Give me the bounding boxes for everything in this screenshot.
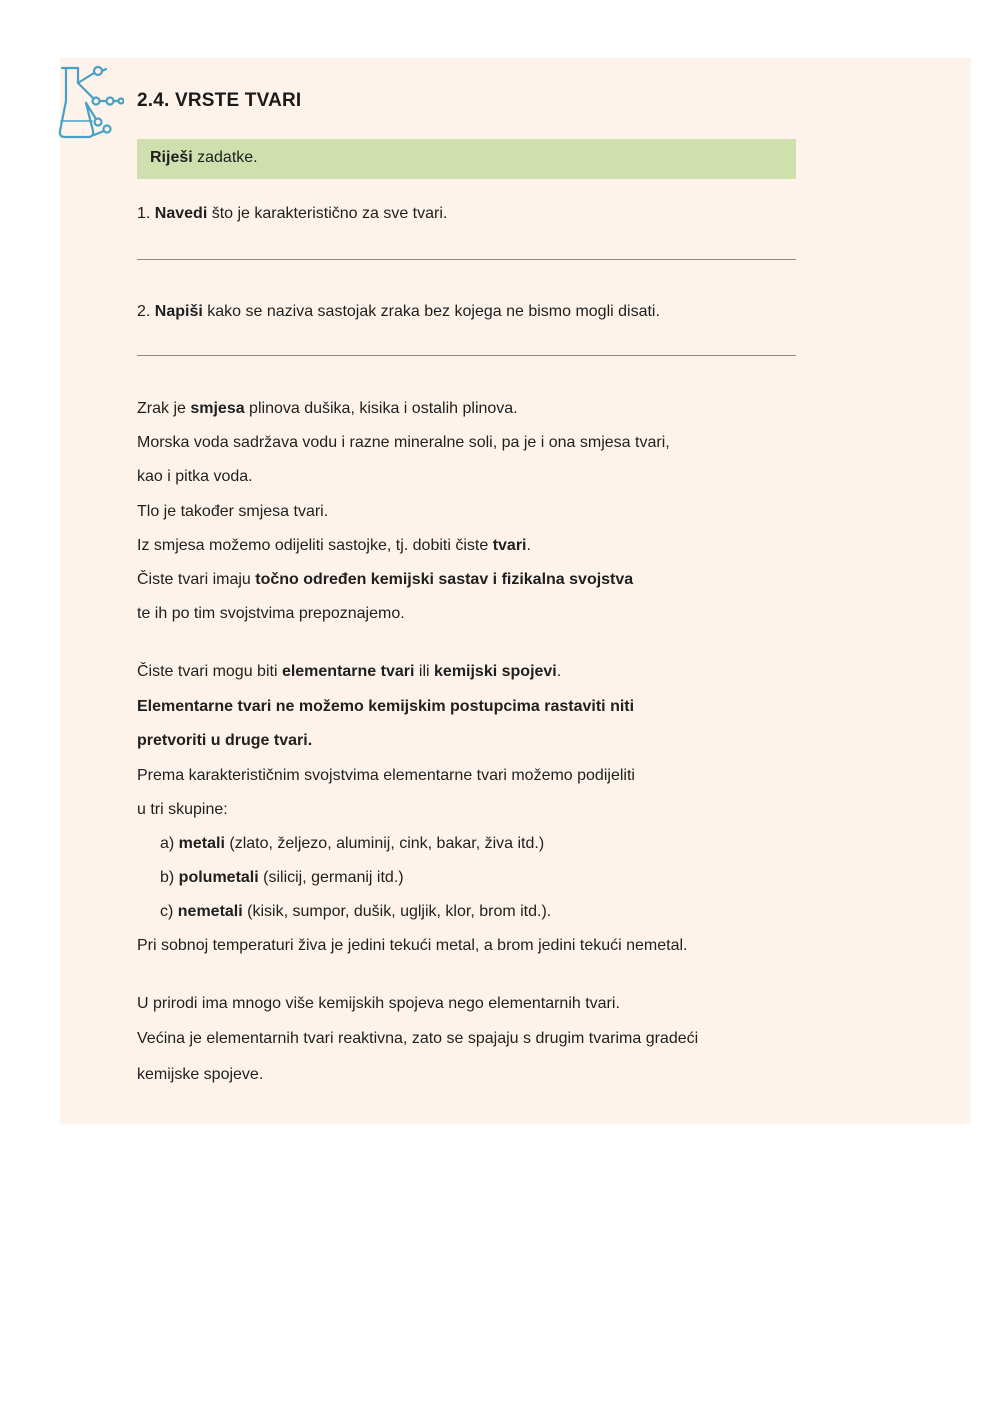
text-line: te ih po tim svojstvima prepoznajemo.	[137, 605, 405, 622]
list-item: c) nemetali (kisik, sumpor, dušik, ugljik, klor, brom itd.).	[160, 903, 552, 920]
text-line: Čiste tvari mogu biti elementarne tvari ili kemijski spojevi.	[137, 663, 562, 680]
text-line-bold: Elementarne tvari ne možemo kemijskim postupcima rastaviti niti	[137, 698, 635, 715]
text-line: Zrak je smjesa plinova dušika, kisika i ostalih plinova.	[137, 400, 518, 417]
text-line: Iz smjesa možemo odijeliti sastojke, tj. dobiti čiste tvari.	[137, 537, 531, 554]
chemistry-flask-molecule-icon	[58, 63, 124, 141]
question-1: 1. Navedi što je karakteristično za sve tvari.	[137, 205, 448, 222]
text-line-bold: pretvoriti u druge tvari.	[137, 732, 313, 749]
text-line: Pri sobnoj temperaturi živa je jedini tekući metal, a brom jedini tekući nemetal.	[137, 937, 688, 954]
text-line: U prirodi ima mnogo više kemijskih spojeva nego elementarnih tvari.	[137, 995, 620, 1012]
text-line: Morska voda sadržava vodu i razne mineralne soli, pa je i ona smjesa tvari,	[137, 434, 670, 451]
text-line: kemijske spojeve.	[137, 1066, 264, 1083]
page-title: 2.4. VRSTE TVARI	[137, 90, 302, 111]
text-line: u tri skupine:	[137, 801, 228, 818]
list-item: a) metali (zlato, željezo, aluminij, cink, bakar, živa itd.)	[160, 835, 545, 852]
text-line: Većina je elementarnih tvari reaktivna, zato se spajaju s drugim tvarima gradeći	[137, 1030, 699, 1047]
task-instruction-banner: Riješi zadatke.	[137, 139, 796, 179]
text-line: kao i pitka voda.	[137, 468, 253, 485]
text-line: Čiste tvari imaju točno određen kemijski sastav i fizikalna svojstva	[137, 571, 634, 588]
text-line: Tlo je također smjesa tvari.	[137, 503, 329, 520]
list-item: b) polumetali (silicij, germanij itd.)	[160, 869, 404, 886]
answer-line-1[interactable]	[137, 259, 796, 260]
text-line: Prema karakterističnim svojstvima elementarne tvari možemo podijeliti	[137, 767, 635, 784]
answer-line-2[interactable]	[137, 355, 796, 356]
question-2: 2. Napiši kako se naziva sastojak zraka bez kojega ne bismo mogli disati.	[137, 303, 660, 320]
